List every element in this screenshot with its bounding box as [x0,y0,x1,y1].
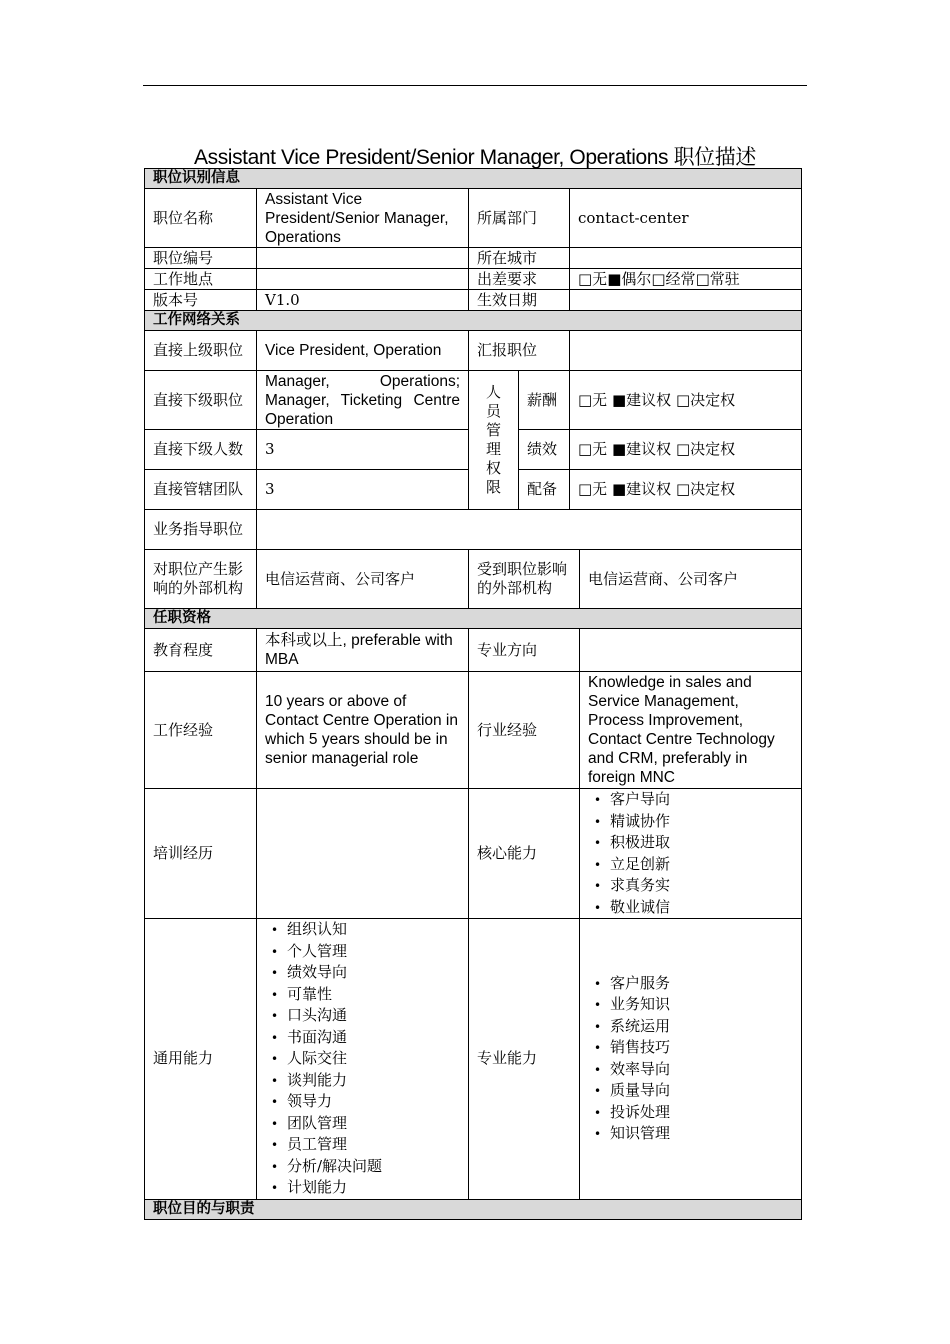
document-title: Assistant Vice President/Senior Manager, Operations 职位描述 [194,146,756,169]
travel-options [570,269,802,290]
list-item: • 谈判能力 [271,1070,460,1092]
external-influenced-label: 受到职位影响的外部机构 [469,550,580,609]
training-label: 培训经历 [145,789,257,919]
list-item: • 口头沟通 [271,1005,460,1027]
performance-label: 绩效 [519,430,570,470]
hr-authority-char: 理 [485,440,501,458]
location-label: 工作地点 [145,269,257,290]
table-row [145,550,802,609]
education-label: 教育程度 [145,629,257,672]
direct-sub-count-label: 直接下级人数 [145,430,257,470]
list-item: • 精诚协作 [594,811,793,833]
staffing-authority [570,470,802,510]
experience-label: 工作经验 [145,672,257,789]
table-row [145,189,802,248]
version-value: V1.0 [257,290,469,311]
major-label: 专业方向 [469,629,580,672]
list-item: • 书面沟通 [271,1027,460,1049]
authority-suggest: ■建议权 [611,480,672,498]
authority-decide: □决定权 [675,440,736,458]
industry-value: Knowledge in sales and Service Management, Process Improvement, Contact Centre Technology and CRM, preferably in foreign MNC [580,672,802,789]
position-code-label: 职位编号 [145,248,257,269]
general-label: 通用能力 [145,919,257,1200]
list-item: • 敬业诚信 [594,897,793,919]
core-competency-cell [580,789,802,919]
authority-none: □无 [578,440,608,458]
performance-authority [570,430,802,470]
team-value: 3 [257,470,469,510]
business-guide-value [257,510,802,550]
section-header-row [145,609,802,629]
hr-authority-char: 员 [485,402,501,420]
list-item: • 积极进取 [594,832,793,854]
list-item: • 个人管理 [271,941,460,963]
report-value [570,331,802,371]
city-label: 所在城市 [469,248,570,269]
list-item: • 客户导向 [594,789,793,811]
list-item: • 团队管理 [271,1113,460,1135]
report-label: 汇报职位 [469,331,570,371]
list-item: • 投诉处理 [594,1102,793,1124]
table-row [145,919,802,1200]
section-header-row [145,311,802,331]
direct-sub-count-value: 3 [257,430,469,470]
authority-decide: □决定权 [675,480,736,498]
core-competency-list [588,789,793,918]
section-qualification: 任职资格 [145,609,802,629]
salary-label: 薪酬 [519,371,570,430]
header-rule [143,85,807,86]
list-item: • 求真务实 [594,875,793,897]
list-item: • 业务知识 [594,994,793,1016]
major-value [580,629,802,672]
salary-authority [570,371,802,430]
general-competency-cell [257,919,469,1200]
list-item: • 质量导向 [594,1080,793,1102]
list-item: • 计划能力 [271,1177,460,1199]
direct-sub-value: Manager, Operations; Manager, Ticketing Centre Operation [257,371,469,430]
external-affected-label: 对职位产生影响的外部机构 [145,550,257,609]
general-competency-list [265,919,460,1199]
travel-option-resident: □常驻 [695,269,740,288]
authority-none: □无 [578,480,608,498]
staffing-label: 配备 [519,470,570,510]
list-item: • 人际交往 [271,1048,460,1070]
section-header-row [145,1199,802,1219]
direct-superior-label: 直接上级职位 [145,331,257,371]
hr-authority-char: 管 [485,421,501,439]
list-item: • 员工管理 [271,1134,460,1156]
table-row [145,672,802,789]
hr-authority-char: 人 [485,383,501,401]
authority-suggest: ■建议权 [611,390,672,409]
team-label: 直接管辖团队 [145,470,257,510]
list-item: • 立足创新 [594,854,793,876]
authority-decide: □决定权 [675,390,736,409]
table-row [145,629,802,672]
list-item: • 效率导向 [594,1059,793,1081]
department-label: 所属部门 [469,189,570,248]
direct-superior-value: Vice President, Operation [257,331,469,371]
professional-competency-cell [580,919,802,1200]
hr-authority-char: 限 [485,478,501,496]
table-row [145,248,802,269]
table-row [145,331,802,371]
direct-sub-label: 直接下级职位 [145,371,257,430]
list-item: • 系统运用 [594,1016,793,1038]
travel-label: 出差要求 [469,269,570,290]
list-item: • 分析/解决问题 [271,1156,460,1178]
position-name-label: 职位名称 [145,189,257,248]
list-item: • 领导力 [271,1091,460,1113]
list-item: • 销售技巧 [594,1037,793,1059]
professional-competency-list [588,973,793,1145]
external-affected-value: 电信运营商、公司客户 [257,550,469,609]
table-row [145,290,802,311]
effective-date-label: 生效日期 [469,290,570,311]
section-id-info: 职位识别信息 [145,169,802,189]
section-network: 工作网络关系 [145,311,802,331]
table-row [145,269,802,290]
list-item: • 可靠性 [271,984,460,1006]
version-label: 版本号 [145,290,257,311]
authority-none: □无 [578,390,608,409]
hr-authority-label [469,371,519,510]
education-value: 本科或以上, preferable with MBA [257,629,469,672]
job-description-table [144,168,802,1220]
department-value: contact-center [570,189,802,248]
business-guide-label: 业务指导职位 [145,510,257,550]
list-item: • 知识管理 [594,1123,793,1145]
travel-option-often: □经常 [651,269,696,288]
effective-date-value [570,290,802,311]
training-value [257,789,469,919]
city-value [570,248,802,269]
hr-authority-char: 权 [485,459,501,477]
professional-label: 专业能力 [469,919,580,1200]
authority-suggest: ■建议权 [611,440,672,458]
position-name-value: Assistant Vice President/Senior Manager, Operations [257,189,469,248]
list-item: • 组织认知 [271,919,460,941]
section-purpose: 职位目的与职责 [145,1199,802,1219]
travel-option-none: □无 [578,269,608,288]
list-item: • 客户服务 [594,973,793,995]
table-row [145,371,802,430]
core-label: 核心能力 [469,789,580,919]
experience-value: 10 years or above of Contact Centre Operation in which 5 years should be in senior managerial role [257,672,469,789]
industry-label: 行业经验 [469,672,580,789]
table-row [145,510,802,550]
table-row [145,789,802,919]
position-code-value [257,248,469,269]
external-influenced-value: 电信运营商、公司客户 [580,550,802,609]
travel-option-occasional: ■偶尔 [607,269,652,288]
list-item: • 绩效导向 [271,962,460,984]
section-header-row [145,169,802,189]
location-value [257,269,469,290]
